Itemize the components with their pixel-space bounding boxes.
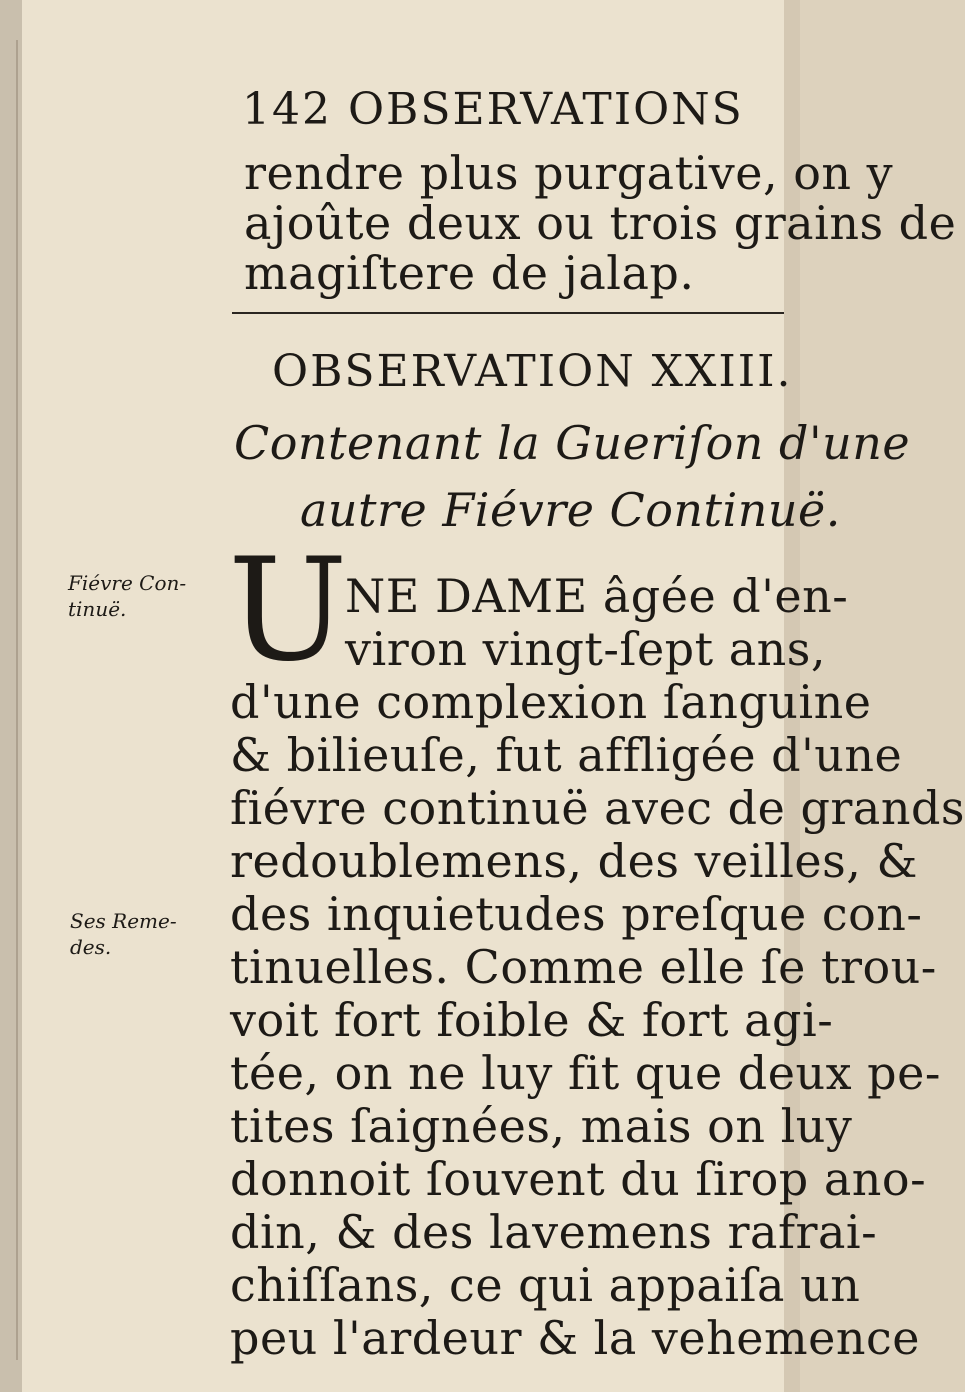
intro-line-2: ajoûte deux ou trois grains de (244, 196, 957, 250)
body-line-5: fiévre continuë avec de grands (230, 781, 965, 835)
body-line-11: tites ſaignées, mais on luy (230, 1099, 853, 1153)
running-head: 142 OBSERVATIONS (242, 84, 744, 135)
body-line-10: tée, on ne luy fit que deux pe- (230, 1046, 941, 1100)
body-line-15: peu l'ardeur & la vehemence (230, 1311, 920, 1365)
margin-note-remedies-line-2: des. (70, 935, 112, 959)
body-line-14: chiſſans, ce qui appaiſa un (230, 1258, 861, 1312)
margin-note-fever-line-1: Fiévre Con- (68, 571, 187, 595)
intro-line-3: magiſtere de jalap. (244, 246, 695, 300)
body-line-9: voit fort foible & fort agi- (230, 993, 834, 1047)
page-gutter-shadow (0, 0, 22, 1392)
subtitle-line-2: autre Fiévre Continuë. (300, 483, 841, 537)
body-line-1: NE DAME âgée d'en- (345, 569, 849, 623)
margin-note-fever-line-2: tinuë. (68, 597, 127, 621)
body-line-4: & bilieuſe, fut affligée d'une (230, 728, 903, 782)
intro-line-1: rendre plus purgative, on y (244, 146, 894, 200)
drop-cap: U (228, 528, 348, 693)
body-line-13: din, & des lavemens rafrai- (230, 1205, 878, 1259)
body-line-6: redoublemens, des veilles, & (230, 834, 918, 888)
subtitle-line-1: Contenant la Gueriſon d'une (234, 416, 911, 470)
body-line-7: des inquietudes preſque con- (230, 887, 923, 941)
margin-note-fever (68, 570, 186, 622)
body-line-3: d'une complexion ſanguine (230, 675, 872, 729)
observation-title: OBSERVATION XXIII. (272, 346, 793, 397)
binding-edge (16, 40, 18, 1360)
margin-note-remedies-line-1: Ses Reme- (70, 909, 177, 933)
body-line-12: donnoit ſouvent du ſirop ano- (230, 1152, 927, 1206)
section-rule (232, 312, 784, 314)
body-line-8: tinuelles. Comme elle ſe trou- (230, 940, 937, 994)
body-line-2: viron vingt-ſept ans, (345, 622, 827, 676)
margin-note-remedies (70, 908, 177, 960)
